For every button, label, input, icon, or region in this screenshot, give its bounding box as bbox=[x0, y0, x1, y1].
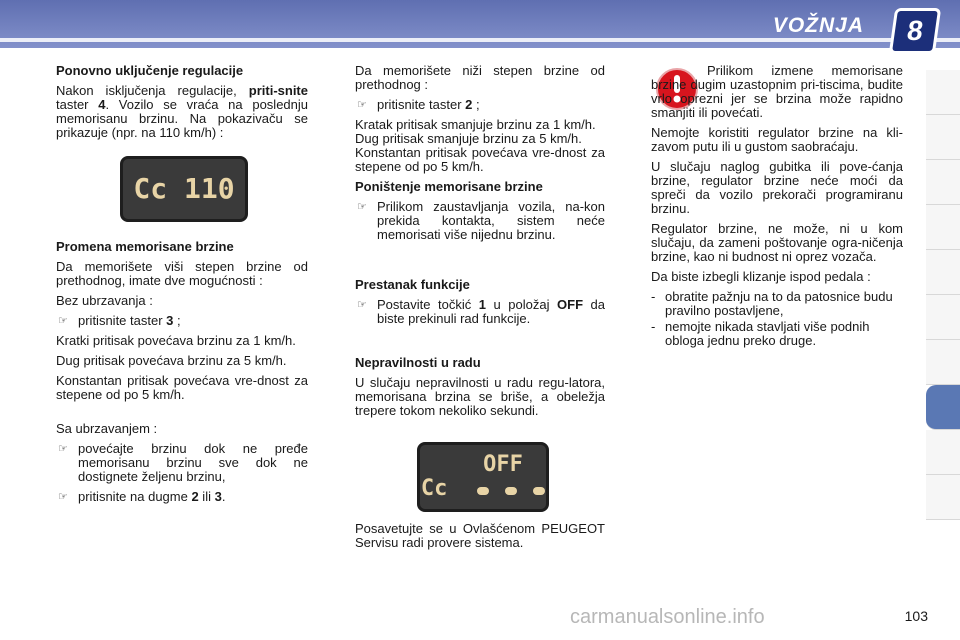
dash-segment bbox=[505, 487, 517, 495]
page-number: 103 bbox=[904, 608, 928, 624]
bold-text: 4 bbox=[98, 97, 106, 112]
paragraph: Da memorišete niži stepen brzine od prethodnog : bbox=[355, 63, 605, 92]
text: ; bbox=[173, 313, 181, 328]
text: da biste prekinuli rad funkcije. bbox=[377, 297, 606, 326]
column-middle bbox=[355, 64, 605, 556]
chapter-tab[interactable] bbox=[926, 160, 960, 205]
dash-item bbox=[651, 290, 903, 318]
text: ; bbox=[472, 97, 480, 112]
pointer-icon: ☞ bbox=[58, 315, 68, 327]
chapter-tab[interactable] bbox=[926, 430, 960, 475]
paragraph: Posavetujte se u Ovlašćenom PEUGEOT Servisu radi provere sistema. bbox=[355, 521, 605, 550]
dash-mark: - bbox=[651, 319, 656, 334]
paragraph: Konstantan pritisak povećava vre-dnost za stepene od po 5 km/h. bbox=[56, 373, 308, 402]
paragraph: Dug pritisak povećava brzinu za 5 km/h. bbox=[56, 353, 287, 368]
paragraph: U slučaju naglog gubitka ili pove-ćanja brzine, regulator brzine neće moći da spreči da vozilo prekorači programiranu brzinu. bbox=[651, 159, 903, 216]
pointer-icon: ☞ bbox=[357, 299, 367, 311]
dash-mark: - bbox=[651, 289, 656, 304]
bullet-item bbox=[56, 314, 308, 328]
chapter-tab[interactable] bbox=[926, 205, 960, 250]
bold-text: OFF bbox=[557, 297, 584, 312]
bold-text: 2 bbox=[191, 489, 199, 504]
section-heading: Promena memorisane brzine bbox=[56, 239, 234, 254]
chapter-tab[interactable] bbox=[926, 70, 960, 115]
text: u položaj bbox=[486, 297, 558, 312]
text: pritisnite na dugme bbox=[78, 489, 192, 504]
header-stripe bbox=[0, 38, 960, 42]
paragraph: U slučaju nepravilnosti u radu regu-latora, memorisana brzina se briše, a obeležja trepere tokom nekoliko sekundi. bbox=[355, 375, 605, 418]
paragraph: Kratki pritisak povećava brzinu za 1 km/h. bbox=[56, 333, 296, 348]
paragraph: Konstantan pritisak povećava vre-dnost za stepene od po 5 km/h. bbox=[355, 145, 605, 174]
bullet-item bbox=[355, 98, 605, 112]
paragraph bbox=[56, 84, 308, 140]
display-text: Cc 110 bbox=[133, 172, 235, 205]
dash-item bbox=[651, 320, 903, 348]
paragraph: Sa ubrzavanjem : bbox=[56, 421, 158, 436]
chapter-tab[interactable] bbox=[926, 475, 960, 520]
paragraph: Da memorišete viši stepen brzine od prethodnog, imate dve mogućnosti : bbox=[56, 259, 308, 288]
watermark: carmanualsonline.info bbox=[570, 606, 765, 628]
text: Prilikom zaustavljanja vozila, na-kon prekida kontakta, sistem neće memorisati više nijednu brzinu. bbox=[377, 199, 605, 242]
display-row bbox=[421, 477, 545, 501]
bold-text: 1 bbox=[478, 297, 486, 312]
chapter-tab[interactable] bbox=[926, 250, 960, 295]
dash-segment bbox=[477, 487, 489, 495]
column-left bbox=[56, 64, 308, 510]
speed-display-image bbox=[120, 156, 248, 222]
pointer-icon: ☞ bbox=[58, 443, 68, 455]
chapter-title: VOŽNJA bbox=[772, 14, 864, 37]
chapter-tab[interactable] bbox=[926, 295, 960, 340]
chapter-tab[interactable] bbox=[926, 340, 960, 385]
text: pritisnite taster bbox=[377, 97, 466, 112]
section-heading: Ponovno uključenje regulacije bbox=[56, 63, 244, 78]
paragraph: Bez ubrzavanja : bbox=[56, 293, 153, 308]
paragraph: Regulator brzine, ne može, ni u kom slučaju, da zameni poštovanje ogra-ničenja brzine, kao ni budnost ni oprez vozača. bbox=[651, 221, 903, 264]
bold-text: 3 bbox=[166, 313, 174, 328]
paragraph: Dug pritisak smanjuje brzinu za 5 km/h. bbox=[355, 131, 582, 146]
chapter-tab-active[interactable] bbox=[926, 385, 960, 430]
text: . bbox=[221, 489, 226, 504]
paragraph: Nemojte koristiti regulator brzine na kli-zavom putu ili u gustom saobraćaju. bbox=[651, 125, 903, 154]
section-heading: Prestanak funkcije bbox=[355, 277, 470, 292]
bold-text: 2 bbox=[465, 97, 473, 112]
display-text: Cc bbox=[420, 476, 448, 501]
display-text: OFF bbox=[483, 452, 523, 477]
bullet-item bbox=[56, 442, 308, 484]
text: pritisnite taster bbox=[78, 313, 167, 328]
paragraph: Kratak pritisak smanjuje brzinu za 1 km/h. bbox=[355, 117, 596, 132]
text: . Vozilo se vraća na poslednju memorisanu brzinu. Na pokazivaču se prikazuje (npr. na 110 km/h) : bbox=[56, 97, 308, 140]
pointer-icon: ☞ bbox=[357, 99, 367, 111]
page-header bbox=[0, 0, 960, 48]
column-right bbox=[651, 64, 903, 350]
text: povećajte brzinu dok ne pređe memorisanu brzinu sve dok ne dostignete željenu brzinu, bbox=[78, 441, 308, 484]
off-display-image bbox=[417, 442, 549, 512]
bullet-item bbox=[56, 490, 308, 504]
paragraph: Da biste izbegli klizanje ispod pedala : bbox=[651, 269, 871, 284]
chapter-tab[interactable] bbox=[926, 115, 960, 160]
section-heading: Nepravilnosti u radu bbox=[355, 355, 481, 370]
bold-text: priti-snite bbox=[248, 83, 308, 98]
text: ili bbox=[198, 489, 215, 504]
text: obratite pažnju na to da patosnice budu pravilno postavljene, bbox=[665, 289, 893, 318]
chapter-tabs bbox=[926, 70, 960, 570]
text: nemojte nikada stavljati više podnih obloga jednu preko druge. bbox=[665, 319, 870, 348]
dash-segment bbox=[533, 487, 545, 495]
chapter-number-badge: 8 bbox=[889, 8, 941, 54]
text: taster bbox=[56, 97, 99, 112]
text: Postavite točkić bbox=[377, 297, 479, 312]
warning-paragraph: Prilikom izmene memorisane brzine dugim uzastopnim pri-tiscima, budite vrlo oprezni jer se brzina može rapidno smanjiti ili povećati. bbox=[651, 63, 903, 120]
bullet-item bbox=[355, 298, 605, 326]
section-heading: Poništenje memorisane brzine bbox=[355, 179, 543, 194]
bullet-item bbox=[355, 200, 605, 242]
pointer-icon: ☞ bbox=[58, 491, 68, 503]
pointer-icon: ☞ bbox=[357, 201, 367, 213]
text: Nakon isključenja regulacije, bbox=[56, 83, 249, 98]
bold-text: 3 bbox=[214, 489, 222, 504]
